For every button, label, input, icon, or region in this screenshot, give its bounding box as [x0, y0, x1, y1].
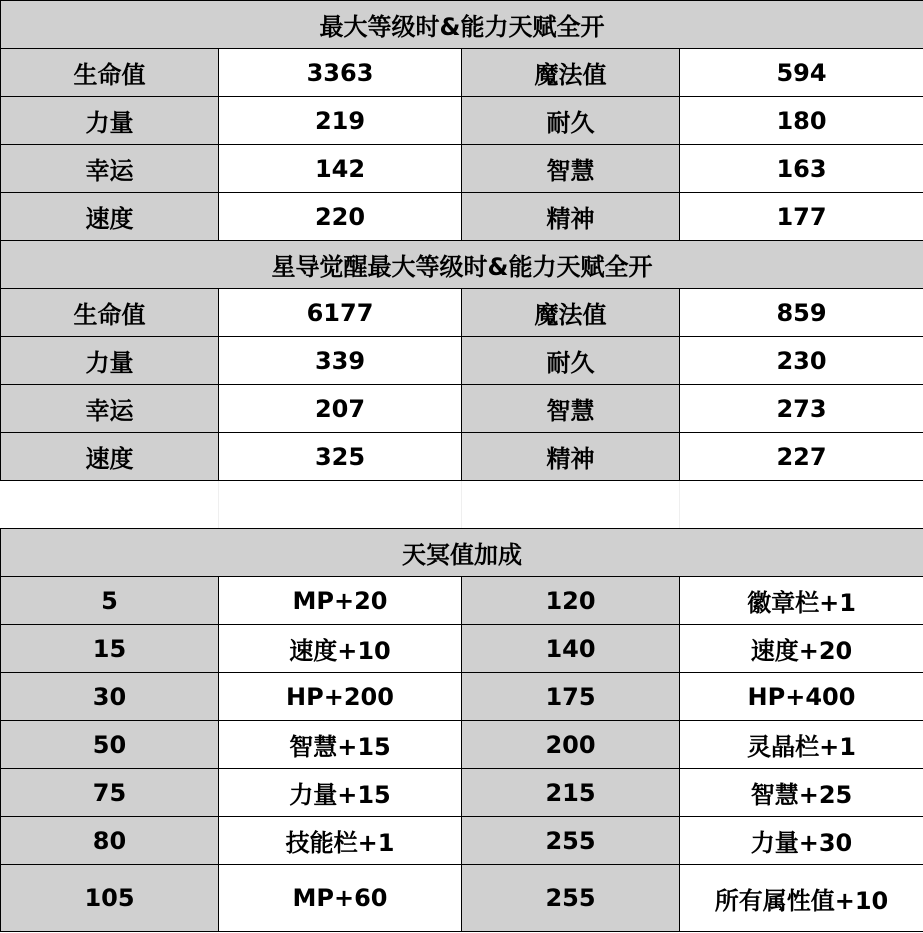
bonus-value: HP+200 [219, 673, 462, 721]
stat-label: 精神 [462, 193, 680, 241]
threshold-value: 140 [462, 625, 680, 673]
table-row [1, 49, 923, 97]
stat-label: 幸运 [1, 145, 219, 193]
table-row [1, 145, 923, 193]
table-row [1, 97, 923, 145]
bonus-value: HP+400 [680, 673, 923, 721]
threshold-value: 80 [1, 817, 219, 865]
stat-label: 生命值 [1, 289, 219, 337]
table-row [1, 193, 923, 241]
stat-value: 219 [219, 97, 462, 145]
bonus-value: 力量+15 [219, 769, 462, 817]
bonus-value: 徽章栏+1 [680, 577, 923, 625]
table-row [1, 817, 923, 865]
bonus-value: 智慧+25 [680, 769, 923, 817]
threshold-value: 255 [462, 865, 680, 932]
stat-value: 220 [219, 193, 462, 241]
stat-label: 精神 [462, 433, 680, 481]
table-row [1, 673, 923, 721]
table-row [1, 577, 923, 625]
bonus-value: 智慧+15 [219, 721, 462, 769]
bonus-value: 灵晶栏+1 [680, 721, 923, 769]
stat-label: 魔法值 [462, 289, 680, 337]
bonus-value: MP+60 [219, 865, 462, 932]
stat-label: 幸运 [1, 385, 219, 433]
table-row [1, 769, 923, 817]
table-row [1, 721, 923, 769]
stat-value: 859 [680, 289, 923, 337]
stat-label: 智慧 [462, 145, 680, 193]
table-row [1, 625, 923, 673]
stat-value: 339 [219, 337, 462, 385]
section-title: 星导觉醒最大等级时&能力天赋全开 [1, 241, 923, 289]
bonus-table [0, 528, 923, 932]
threshold-value: 50 [1, 721, 219, 769]
stat-value: 230 [680, 337, 923, 385]
threshold-value: 200 [462, 721, 680, 769]
stat-value: 180 [680, 97, 923, 145]
bonus-value: MP+20 [219, 577, 462, 625]
threshold-value: 30 [1, 673, 219, 721]
stat-value: 177 [680, 193, 923, 241]
threshold-value: 105 [1, 865, 219, 932]
threshold-value: 215 [462, 769, 680, 817]
table-row [1, 433, 923, 481]
stat-value: 142 [219, 145, 462, 193]
stat-value: 3363 [219, 49, 462, 97]
stat-label: 速度 [1, 433, 219, 481]
section-title: 最大等级时&能力天赋全开 [1, 1, 923, 49]
stat-label: 智慧 [462, 385, 680, 433]
stat-label: 耐久 [462, 337, 680, 385]
table-gap [0, 481, 923, 528]
table-row [1, 865, 923, 932]
stat-value: 163 [680, 145, 923, 193]
stat-label: 生命值 [1, 49, 219, 97]
threshold-value: 15 [1, 625, 219, 673]
stat-label: 魔法值 [462, 49, 680, 97]
stat-label: 力量 [1, 97, 219, 145]
threshold-value: 175 [462, 673, 680, 721]
stat-label: 耐久 [462, 97, 680, 145]
bonus-value: 技能栏+1 [219, 817, 462, 865]
threshold-value: 5 [1, 577, 219, 625]
table-row [1, 337, 923, 385]
stat-value: 594 [680, 49, 923, 97]
section-title: 天冥值加成 [1, 529, 923, 577]
stat-value: 325 [219, 433, 462, 481]
bonus-value: 所有属性值+10 [680, 865, 923, 932]
stat-value: 273 [680, 385, 923, 433]
bonus-value: 速度+10 [219, 625, 462, 673]
bonus-value: 速度+20 [680, 625, 923, 673]
stat-label: 速度 [1, 193, 219, 241]
threshold-value: 255 [462, 817, 680, 865]
threshold-value: 120 [462, 577, 680, 625]
stat-value: 207 [219, 385, 462, 433]
stat-value: 227 [680, 433, 923, 481]
stat-value: 6177 [219, 289, 462, 337]
stat-label: 力量 [1, 337, 219, 385]
table-row [1, 289, 923, 337]
threshold-value: 75 [1, 769, 219, 817]
table-row [1, 385, 923, 433]
bonus-value: 力量+30 [680, 817, 923, 865]
